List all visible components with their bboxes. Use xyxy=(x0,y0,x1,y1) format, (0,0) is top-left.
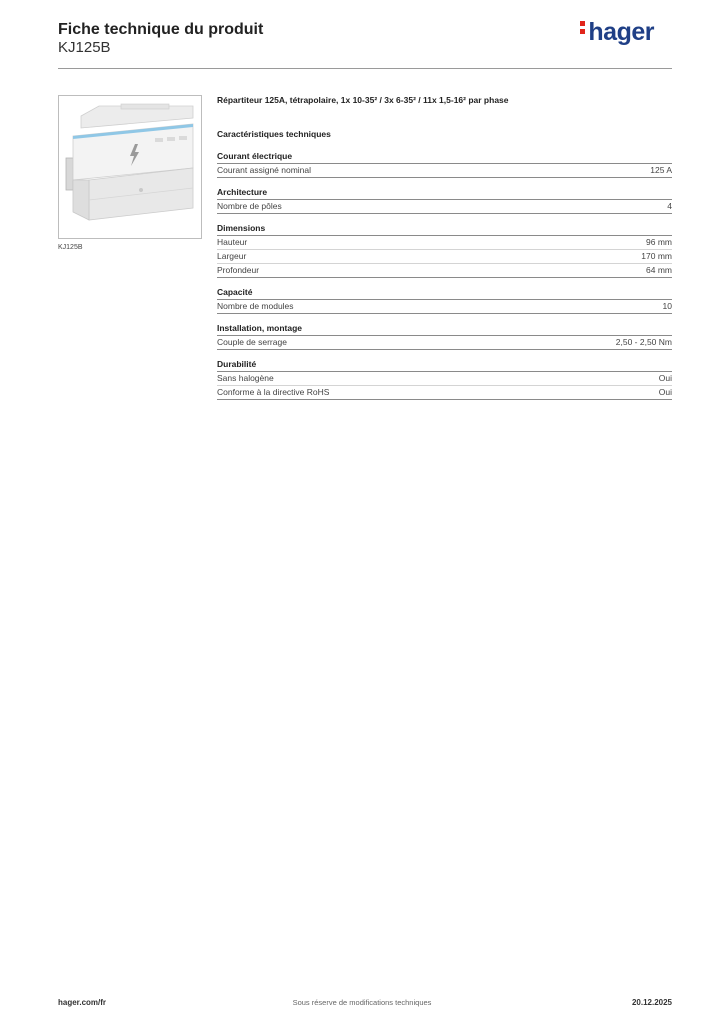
footer-date: 20.12.2025 xyxy=(631,998,672,1007)
spec-row xyxy=(217,336,672,350)
footer-website-link[interactable]: hager.com/fr xyxy=(58,998,107,1007)
tech-characteristics-title: Caractéristiques techniques xyxy=(217,129,331,139)
product-reference: KJ125B xyxy=(58,39,111,56)
section-title: Courant électrique xyxy=(217,151,672,164)
product-image xyxy=(59,96,201,238)
spec-row xyxy=(217,200,672,214)
spec-value: 96 mm xyxy=(646,237,672,247)
spec-value: 170 mm xyxy=(641,251,672,261)
spec-row xyxy=(217,372,672,386)
spec-row xyxy=(217,250,672,264)
spec-value: Oui xyxy=(658,373,672,383)
spec-row xyxy=(217,264,672,278)
section-title: Capacité xyxy=(217,287,672,300)
section-title: Installation, montage xyxy=(217,323,672,336)
section-electrical-current xyxy=(217,151,672,178)
spec-value: 10 xyxy=(662,301,672,311)
spec-value: Oui xyxy=(658,387,672,397)
spec-row xyxy=(217,164,672,178)
logo-text: hager xyxy=(588,18,654,46)
section-dimensions xyxy=(217,223,672,278)
section-title: Architecture xyxy=(217,187,672,200)
logo-mark-icon xyxy=(580,18,586,37)
product-description: Répartiteur 125A, tétrapolaire, 1x 10-35² / 3x 6-35² / 11x 1,5-16² par phase xyxy=(217,95,509,105)
spec-label: Conforme à la directive RoHS xyxy=(217,387,330,397)
section-installation xyxy=(217,323,672,350)
spec-value: 4 xyxy=(667,201,672,211)
spec-label: Largeur xyxy=(217,251,247,261)
spec-label: Courant assigné nominal xyxy=(217,165,312,175)
spec-value: 2,50 - 2,50 Nm xyxy=(615,337,672,347)
section-architecture xyxy=(217,187,672,214)
spec-row xyxy=(217,386,672,400)
spec-label: Couple de serrage xyxy=(217,337,287,347)
spec-label: Profondeur xyxy=(217,265,260,275)
section-capacity xyxy=(217,287,672,314)
image-caption: KJ125B xyxy=(58,244,83,251)
spec-row xyxy=(217,236,672,250)
spec-row xyxy=(217,300,672,314)
footer-disclaimer: Sous réserve de modifications techniques xyxy=(292,998,432,1007)
spec-value: 125 A xyxy=(650,165,672,175)
header-divider xyxy=(58,68,672,69)
product-image-frame xyxy=(58,95,202,239)
page-title: Fiche technique du produit xyxy=(58,21,264,38)
product-specs xyxy=(217,95,672,409)
spec-label: Sans halogène xyxy=(217,373,274,383)
section-durability xyxy=(217,359,672,400)
section-title: Dimensions xyxy=(217,223,672,236)
spec-label: Nombre de pôles xyxy=(217,201,282,211)
spec-value: 64 mm xyxy=(646,265,672,275)
hager-logo[interactable] xyxy=(580,18,654,47)
spec-label: Hauteur xyxy=(217,237,248,247)
section-title: Durabilité xyxy=(217,359,672,372)
spec-label: Nombre de modules xyxy=(217,301,294,311)
